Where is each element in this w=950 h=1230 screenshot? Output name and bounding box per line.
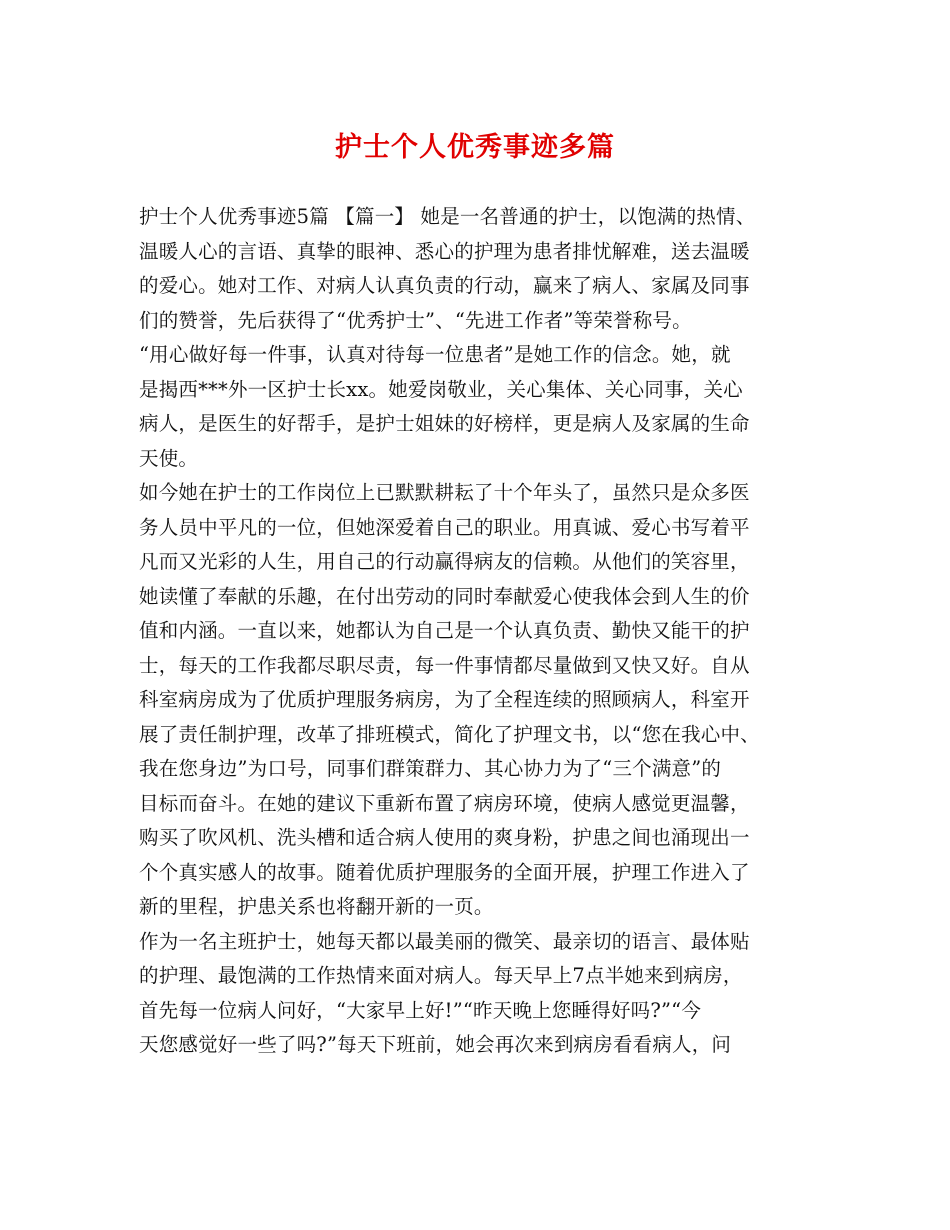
text-line: 温暖人心的言语、真挚的眼神、悉心的护理为患者排忧解难，送去温暖 bbox=[139, 239, 750, 263]
text-line: “用心做好每一件事，认真对待每一位患者”是她工作的信念。她，就 bbox=[139, 343, 731, 366]
text-line: 凡而又光彩的人生，用自己的行动赢得病友的信赖。从他们的笑容里， bbox=[139, 550, 750, 573]
text-line: 护士个人优秀事迹5篇 【篇一】 她是一名普通的护士，以饱满的热情、 bbox=[139, 205, 756, 228]
text-line: 是揭西***外一区护士长xx。她爱岗敬业，关心集体、关心同事，关心 bbox=[139, 377, 743, 401]
text-line: 个个真实感人的故事。随着优质护理服务的全面开展，护理工作进入了 bbox=[139, 860, 750, 884]
text-line: 如今她在护士的工作岗位上已默默耕耘了十个年头了，虽然只是众多医 bbox=[139, 481, 750, 504]
text-line: 务人员中平凡的一位，但她深爱着自己的职业。用真诚、爱心书写着平 bbox=[139, 515, 750, 539]
text-line: 购买了吹风机、洗头槽和适合病人使用的爽身粉，护患之间也涌现出一 bbox=[139, 826, 750, 849]
text-line: 首先每一位病人问好，“大家早上好!”“昨天晚上您睡得好吗?”“今 bbox=[139, 998, 702, 1022]
text-line: 的护理、最饱满的工作热情来面对病人。每天早上7点半她来到病房， bbox=[139, 964, 743, 987]
text-line: 她读懂了奉献的乐趣，在付出劳动的同时奉献爱心使我体会到人生的价 bbox=[139, 584, 750, 608]
text-line: 科室病房成为了优质护理服务病房，为了全程连续的照顾病人，科室开 bbox=[139, 688, 750, 711]
document-title: 护士个人优秀事迹多篇 bbox=[335, 132, 615, 163]
text-line: 的爱心。她对工作、对病人认真负责的行动，赢来了病人、家属及同事 bbox=[139, 274, 750, 297]
text-line: 天您感觉好一些了吗?”每天下班前，她会再次来到病房看看病人，问 bbox=[139, 1033, 732, 1056]
text-line: 士，每天的工作我都尽职尽责，每一件事情都尽量做到又快又好。自从 bbox=[139, 653, 750, 677]
text-line: 们的赞誉，先后获得了“优秀护士”、“先进工作者”等荣誉称号。 bbox=[139, 308, 692, 332]
text-line: 目标而奋斗。在她的建议下重新布置了病房环境，使病人感觉更温馨， bbox=[139, 791, 750, 815]
text-line: 作为一名主班护士，她每天都以最美丽的微笑、最亲切的语言、最体贴 bbox=[139, 929, 750, 953]
text-line: 值和内涵。一直以来，她都认为自己是一个认真负责、勤快又能干的护 bbox=[139, 619, 750, 642]
text-line: 天使。 bbox=[139, 446, 199, 470]
text-line: 展了责任制护理，改革了排班模式，简化了护理文书，以“您在我心中、 bbox=[139, 722, 760, 746]
document-body bbox=[139, 200, 819, 1063]
text-line: 我在您身边”为口号，同事们群策群力、其心协力为了“三个满意”的 bbox=[139, 757, 722, 780]
text-line: 新的里程，护患关系也将翻开新的一页。 bbox=[139, 895, 494, 918]
text-line: 病人，是医生的好帮手，是护士姐妹的好榜样，更是病人及家属的生命 bbox=[139, 412, 750, 435]
